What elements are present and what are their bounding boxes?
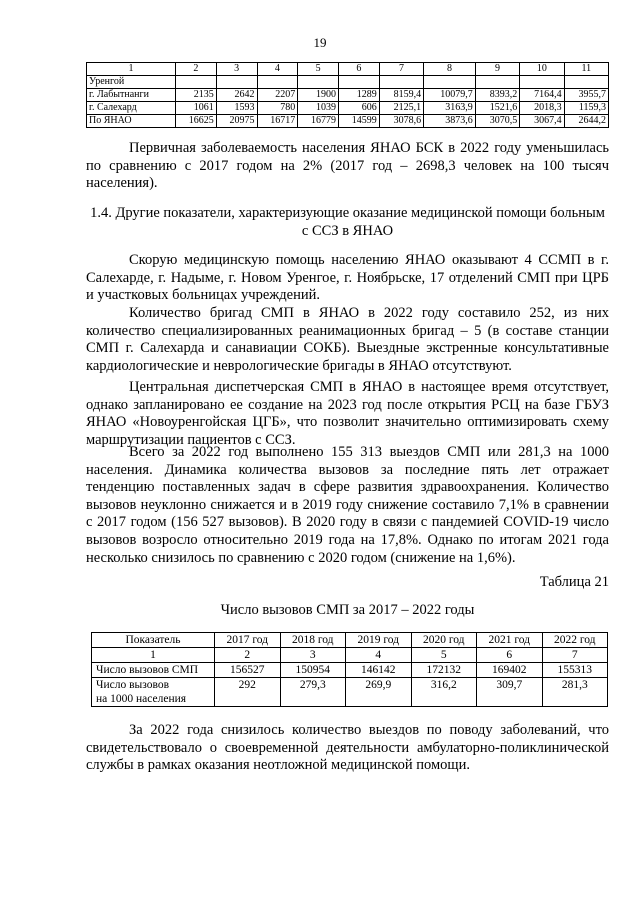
table-row	[87, 89, 609, 102]
table-number-label: Таблица 21	[539, 574, 609, 590]
table-cell: 269,9	[346, 678, 412, 707]
table-cell: 279,3	[280, 678, 346, 707]
table-title: Число вызовов СМП за 2017 – 2022 годы	[220, 602, 475, 618]
table-cell: 1061	[176, 102, 217, 115]
table-cell: 1593	[216, 102, 257, 115]
table-cell: 10079,7	[424, 89, 476, 102]
column-number: 9	[475, 63, 519, 76]
table-cell: 2644,2	[564, 115, 608, 128]
section-heading: 1.4. Другие показатели, характеризующие оказание медицинской помощи больным с ССЗ в ЯНАО	[90, 205, 605, 239]
column-number: 11	[564, 63, 608, 76]
table-cell: 2642	[216, 89, 257, 102]
table-cell: 281,3	[542, 678, 608, 707]
row-label-line: на 1000 населения	[96, 693, 187, 705]
column-header: 2018 год	[280, 633, 346, 648]
table-cell	[520, 76, 564, 89]
row-label: Число вызовов СМП	[92, 663, 215, 678]
smp-calls-table	[91, 632, 608, 707]
column-number: 2	[176, 63, 217, 76]
column-header: 2019 год	[346, 633, 412, 648]
column-header: 2022 год	[542, 633, 608, 648]
paragraph-primary-incidence: Первичная заболеваемость населения ЯНАО БСК в 2022 году уменьшилась по сравнению с 2017 годом на 2% (2017 год – 2698,3 человек на 100 тысяч населения).	[86, 140, 609, 192]
row-label: г. Лабытнанги	[87, 89, 176, 102]
row-label: г. Салехард	[87, 102, 176, 115]
table-cell: 3067,4	[520, 115, 564, 128]
column-number: 10	[520, 63, 564, 76]
table-cell: 3163,9	[424, 102, 476, 115]
column-number: 8	[424, 63, 476, 76]
table-row	[87, 115, 609, 128]
table-cell: 309,7	[477, 678, 543, 707]
paragraph-calls: Всего за 2022 год выполнено 155 313 выездов СМП или 281,3 на 1000 населения. Динамика количества вызовов за последние пять лет отражает тенденцию поставленных задач в сфере развития здравоохранения. Количество вызовов неуклонно снижается и в 2019 году снижение составило 7,1% в сравнении с 2017 годом (156 527 вызовов). В 2020 году в связи с пандемией COVID-19 число вызовов возросло относительно 2019 года на 17,8%. Однако по итогам 2021 года несколько снизилось по сравнению с 2020 годом (снижение на 1,6%).	[86, 444, 609, 566]
table-cell: 7164,4	[520, 89, 564, 102]
row-label-line: Число вызовов	[96, 679, 170, 691]
table-cell: 156527	[215, 663, 281, 678]
table-cell: 606	[339, 102, 380, 115]
table-cell: 3070,5	[475, 115, 519, 128]
table-cell: 8393,2	[475, 89, 519, 102]
table-row	[87, 102, 609, 115]
column-header: 2021 год	[477, 633, 543, 648]
column-header: Показатель	[92, 633, 215, 648]
column-number: 7	[542, 648, 608, 663]
table-cell	[424, 76, 476, 89]
incidence-table-fragment	[86, 62, 609, 128]
table-cell	[257, 76, 298, 89]
table-cell: 3955,7	[564, 89, 608, 102]
table-cell	[339, 76, 380, 89]
table-cell	[298, 76, 339, 89]
table-number-row	[92, 648, 608, 663]
table-cell: 3078,6	[379, 115, 423, 128]
column-number: 7	[379, 63, 423, 76]
column-number: 3	[216, 63, 257, 76]
row-label	[92, 678, 215, 707]
column-header: 2020 год	[411, 633, 477, 648]
table-cell: 16717	[257, 115, 298, 128]
table-cell: 1900	[298, 89, 339, 102]
paragraph-brigades: Количество бригад СМП в ЯНАО в 2022 году составило 252, из них количество специализированных реанимационных бригад – 5 (в составе станции СМП г. Салехарда и санавиации СОКБ). Выездные экстренные консультативные кардиологические и неврологические бригады в ЯНАО отсутствуют.	[86, 305, 609, 374]
table-cell	[216, 76, 257, 89]
column-number: 1	[92, 648, 215, 663]
page-number: 19	[313, 35, 327, 50]
column-number: 4	[257, 63, 298, 76]
table-cell: 20975	[216, 115, 257, 128]
column-number: 5	[411, 648, 477, 663]
column-number: 3	[280, 648, 346, 663]
table-row	[92, 663, 608, 678]
table-cell: 292	[215, 678, 281, 707]
table-cell: 1159,3	[564, 102, 608, 115]
column-number: 6	[477, 648, 543, 663]
table-cell: 169402	[477, 663, 543, 678]
table-cell: 3873,6	[424, 115, 476, 128]
table-row	[87, 76, 609, 89]
table-cell: 146142	[346, 663, 412, 678]
table-cell: 16625	[176, 115, 217, 128]
column-number: 1	[87, 63, 176, 76]
table-cell: 2207	[257, 89, 298, 102]
table-cell: 1521,6	[475, 102, 519, 115]
table-cell	[475, 76, 519, 89]
paragraph-dispatch: Центральная диспетчерская СМП в ЯНАО в настоящее время отсутствует, однако запланировано ее создание на 2023 год после открытия РСЦ на базе ГБУЗ ЯНАО «Новоуренгойская ЦГБ», что позволит значительно оптимизировать схему маршрутизации пациентов с ССЗ.	[86, 379, 609, 448]
table-cell: 8159,4	[379, 89, 423, 102]
table-cell: 172132	[411, 663, 477, 678]
table-cell: 316,2	[411, 678, 477, 707]
paragraph-conclusion: За 2022 года снизилось количество выездов по поводу заболеваний, что свидетельствовало о своевременной деятельности амбулаторно-поликлинической службы в рамках оказания неотложной медицинской помощи.	[86, 722, 609, 774]
table-header-row	[92, 633, 608, 648]
row-label: По ЯНАО	[87, 115, 176, 128]
table-cell: 2135	[176, 89, 217, 102]
table-header-row	[87, 63, 609, 76]
table-cell: 780	[257, 102, 298, 115]
column-number: 6	[339, 63, 380, 76]
table-cell: 1039	[298, 102, 339, 115]
table-cell: 155313	[542, 663, 608, 678]
table-cell: 2125,1	[379, 102, 423, 115]
column-number: 4	[346, 648, 412, 663]
table-cell: 150954	[280, 663, 346, 678]
table-cell: 2018,3	[520, 102, 564, 115]
table-cell	[379, 76, 423, 89]
row-label: Уренгой	[87, 76, 176, 89]
column-header: 2017 год	[215, 633, 281, 648]
column-number: 2	[215, 648, 281, 663]
table-cell: 1289	[339, 89, 380, 102]
table-cell	[176, 76, 217, 89]
table-row	[92, 678, 608, 707]
column-number: 5	[298, 63, 339, 76]
table-cell: 14599	[339, 115, 380, 128]
paragraph-ambulance-stations: Скорую медицинскую помощь населению ЯНАО оказывают 4 ССМП в г. Салехарде, г. Надыме, г. Новом Уренгое, г. Ноябрьске, 17 отделений СМП при ЦРБ и участковых больницах учреждений.	[86, 252, 609, 304]
table-cell: 16779	[298, 115, 339, 128]
table-cell	[564, 76, 608, 89]
